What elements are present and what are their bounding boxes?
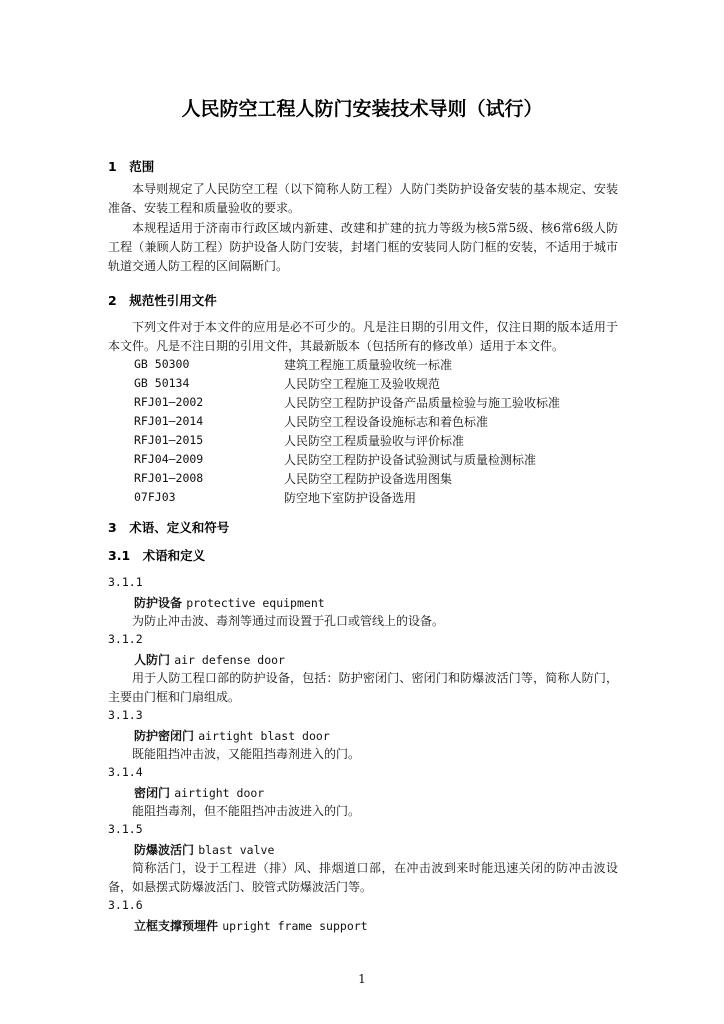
term-cn: 防护设备	[134, 596, 183, 610]
term-definition: 用于人防工程口部的防护设备，包括：防护密闭门、密闭门和防爆波活门等，简称人防门，主要由门框和门扇组成。	[108, 671, 618, 704]
term-cn: 防护密闭门	[134, 729, 195, 743]
ref-code: RFJ01—2014	[134, 414, 204, 428]
term-en: upright frame support	[222, 919, 368, 933]
term-number: 3.1.3	[108, 708, 143, 722]
ref-code: GB 50134	[134, 376, 190, 390]
page-title: 人民防空工程人防门安装技术导则（试行）	[181, 98, 543, 120]
section-1-paragraph-2: 本规程适用于济南市行政区域内新建、改建和扩建的抗力等级为核5常5级、核6常6级人防工程（兼顾人防工程）防护设备人防门安装，封堵门框的安装同人防门框的安装，不适用于城市轨道交通人防工程的区间隔断门。	[108, 221, 618, 273]
ref-code: RFJ04—2009	[134, 452, 204, 466]
term-definition: 简称活门，设于工程进（排）风、排烟道口部，在冲击波到来时能迅速关闭的防冲击波设备，如悬摆式防爆波活门、胶管式防爆波活门等。	[108, 861, 618, 894]
section-1-heading: 1 范围	[108, 159, 155, 174]
section-3-1-heading: 3.1 术语和定义	[108, 548, 206, 563]
term-title	[134, 594, 325, 611]
ref-name: 建筑工程施工质量验收统一标准	[284, 358, 453, 372]
term-cn: 人防门	[134, 653, 171, 667]
term-title	[134, 651, 285, 668]
term-en: air defense door	[174, 653, 285, 667]
section-3-heading: 3 术语、定义和符号	[108, 520, 230, 535]
section-2-paragraph-1: 下列文件对于本文件的应用是必不可少的。凡是注日期的引用文件，仅注日期的版本适用于本文件。凡是不注日期的引用文件，其最新版本（包括所有的修改单）适用于本文件。	[108, 320, 618, 353]
ref-name: 人民防空工程防护设备试验测试与质量检测标准	[284, 453, 537, 467]
term-definition: 既能阻挡冲击波，又能阻挡毒剂进入的门。	[132, 747, 361, 761]
ref-code: 07FJ03	[134, 490, 176, 504]
ref-name: 人民防空工程质量验收与评价标准	[284, 434, 465, 448]
ref-code: GB 50300	[134, 357, 190, 371]
section-1-paragraph-1: 本导则规定了人民防空工程（以下简称人防工程）人防门类防护设备安装的基本规定、安装准备、安装工程和质量验收的要求。	[108, 182, 618, 215]
term-definition: 为防止冲击波、毒剂等通过而设置于孔口或管线上的设备。	[132, 614, 445, 628]
ref-name: 人民防空工程防护设备选用图集	[284, 472, 453, 486]
term-number: 3.1.1	[108, 575, 143, 589]
term-title	[134, 727, 330, 744]
term-number: 3.1.2	[108, 632, 143, 646]
term-en: airtight blast door	[198, 729, 330, 743]
term-en: blast valve	[198, 843, 275, 857]
page-number: 1	[358, 972, 366, 986]
term-number: 3.1.6	[108, 898, 143, 912]
term-title	[134, 841, 274, 858]
ref-name: 人民防空工程施工及验收规范	[284, 377, 441, 391]
ref-code: RFJ01—2015	[134, 433, 204, 447]
term-cn: 密闭门	[134, 786, 171, 800]
term-cn: 防爆波活门	[134, 843, 195, 857]
section-2-heading: 2 规范性引用文件	[108, 293, 217, 308]
ref-name: 人民防空工程设备设施标志和着色标准	[284, 415, 489, 429]
ref-name: 防空地下室防护设备选用	[284, 491, 417, 505]
term-number: 3.1.4	[108, 765, 143, 779]
term-en: airtight door	[174, 786, 265, 800]
term-title	[134, 784, 264, 801]
ref-code: RFJ01—2008	[134, 471, 204, 485]
term-title	[134, 917, 368, 934]
ref-code: RFJ01—2002	[134, 395, 204, 409]
term-cn: 立框支撑预埋件	[134, 919, 219, 933]
term-definition: 能阻挡毒剂，但不能阻挡冲击波进入的门。	[132, 804, 361, 818]
ref-name: 人民防空工程防护设备产品质量检验与施工验收标准	[284, 396, 561, 410]
term-number: 3.1.5	[108, 822, 143, 836]
term-en: protective equipment	[186, 596, 325, 610]
